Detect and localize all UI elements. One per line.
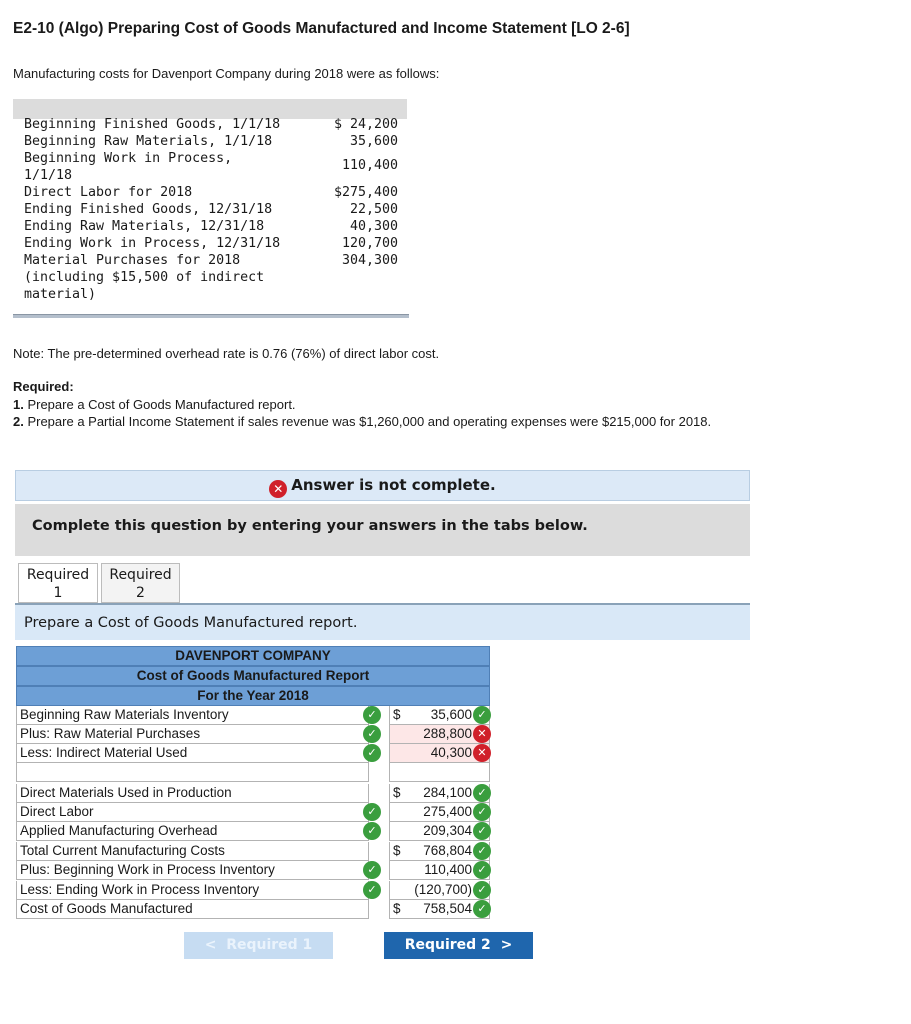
overhead-note: Note: The pre-determined overhead rate is 0.76 (76%) of direct labor cost.	[13, 346, 440, 361]
x-circle-icon: ✕	[473, 744, 491, 762]
data-item-value: 120,700	[341, 236, 398, 251]
required-item-1	[13, 396, 813, 413]
data-item-label: Beginning Raw Materials, 1/1/18	[24, 134, 273, 149]
data-item-label: Material Purchases for 2018 (including $15,500 of indirect material)	[24, 253, 265, 302]
row-label-text: Applied Manufacturing Overhead	[20, 823, 218, 838]
amount-value: 275,400	[423, 804, 472, 819]
amount-value: 284,100	[423, 785, 472, 800]
check-circle-icon: ✓	[363, 803, 381, 821]
check-circle-icon: ✓	[473, 861, 491, 879]
amount-value: 209,304	[423, 823, 472, 838]
report-title: Cost of Goods Manufactured Report	[16, 666, 490, 686]
check-circle-icon: ✓	[363, 744, 381, 762]
row-amount-input[interactable]	[389, 803, 490, 822]
amount-value: 768,804	[423, 843, 472, 858]
row-label-input[interactable]	[16, 822, 369, 841]
row-label-input[interactable]	[16, 706, 369, 725]
currency-symbol: $	[393, 901, 401, 916]
row-amount-input[interactable]	[389, 881, 490, 900]
report-row	[16, 861, 490, 880]
question-title: E2-10 (Algo) Preparing Cost of Goods Manufactured and Income Statement [LO 2-6]	[13, 20, 630, 37]
table-scrollbar[interactable]	[13, 314, 409, 318]
report-row	[16, 744, 490, 763]
data-item-value: 22,500	[349, 202, 398, 217]
answer-status-banner	[15, 470, 750, 501]
row-amount-input[interactable]	[389, 861, 490, 880]
amount-value: 40,300	[430, 745, 472, 760]
tab-label: Required	[26, 567, 90, 583]
row-amount-input[interactable]	[389, 784, 490, 803]
row-label-input[interactable]	[16, 861, 369, 880]
data-item-value: 304,300	[341, 253, 398, 268]
row-label-text: Direct Labor	[20, 804, 94, 819]
required-item-2	[13, 413, 813, 430]
tab-number: 2	[136, 585, 145, 601]
data-item-label: Ending Finished Goods, 12/31/18	[24, 202, 273, 217]
report-company: DAVENPORT COMPANY	[16, 646, 490, 666]
amount-value: (120,700)	[414, 882, 472, 897]
row-amount-input[interactable]	[389, 706, 490, 725]
data-item-value: $ 24,200	[333, 117, 398, 132]
report-row	[16, 822, 490, 841]
report-row	[16, 725, 490, 744]
row-label-text: Less: Indirect Material Used	[20, 745, 188, 760]
report-row	[16, 803, 490, 822]
chevron-left-icon: <	[204, 937, 217, 953]
required-item-number: 1.	[13, 397, 24, 412]
check-circle-icon: ✓	[473, 842, 491, 860]
status-text: Answer is not complete.	[291, 476, 496, 494]
x-circle-icon: ✕	[473, 725, 491, 743]
x-circle-icon: ✕	[269, 480, 287, 498]
check-circle-icon: ✓	[473, 822, 491, 840]
row-label-input[interactable]	[16, 803, 369, 822]
row-label-text: Direct Materials Used in Production	[20, 785, 232, 800]
row-label-text: Beginning Raw Materials Inventory	[20, 707, 229, 722]
check-circle-icon: ✓	[363, 706, 381, 724]
prev-button-label: Required 1	[226, 937, 313, 953]
data-item-label: Beginning Work in Process, 1/1/18	[24, 151, 233, 183]
amount-value: 288,800	[423, 726, 472, 741]
report-row	[16, 881, 490, 900]
report-row	[16, 706, 490, 725]
row-label-input[interactable]	[16, 725, 369, 744]
data-item-label: Ending Work in Process, 12/31/18	[24, 236, 281, 251]
amount-value: 35,600	[430, 707, 472, 722]
check-circle-icon: ✓	[363, 822, 381, 840]
data-item-label: Direct Labor for 2018	[24, 185, 193, 200]
intro-text: Manufacturing costs for Davenport Company during 2018 were as follows:	[13, 66, 440, 81]
check-circle-icon: ✓	[473, 900, 491, 918]
check-circle-icon: ✓	[473, 784, 491, 802]
row-label-text: Cost of Goods Manufactured	[20, 901, 193, 916]
data-item-value: 35,600	[349, 134, 398, 149]
check-circle-icon: ✓	[473, 881, 491, 899]
next-button[interactable]	[384, 932, 533, 959]
required-item-text: Prepare a Partial Income Statement if sales revenue was $1,260,000 and operating expenses were $215,000 for 2018.	[23, 414, 712, 429]
data-item-value: 110,400	[341, 158, 398, 173]
tab-required-2[interactable]	[101, 563, 180, 603]
report-row	[16, 900, 490, 919]
data-item-label: Beginning Finished Goods, 1/1/18	[24, 117, 281, 132]
tab-required-1[interactable]	[18, 563, 98, 603]
instruction-bar: Complete this question by entering your answers in the tabs below.	[15, 504, 750, 556]
check-circle-icon: ✓	[473, 803, 491, 821]
row-label-text: Total Current Manufacturing Costs	[20, 843, 225, 858]
required-heading: Required:	[13, 379, 74, 394]
chevron-right-icon: >	[500, 937, 513, 953]
row-label-input[interactable]	[16, 763, 369, 782]
row-amount-input[interactable]	[389, 725, 490, 744]
data-item-label: Ending Raw Materials, 12/31/18	[24, 219, 265, 234]
required-item-text: Prepare a Cost of Goods Manufactured report.	[23, 397, 296, 412]
row-label-input[interactable]	[16, 881, 369, 900]
cost-data-table	[13, 99, 407, 321]
data-item-value: $275,400	[333, 185, 398, 200]
row-label-input[interactable]	[16, 900, 369, 919]
required-item-number: 2.	[13, 414, 24, 429]
row-label-input[interactable]	[16, 842, 369, 861]
report-row	[16, 784, 490, 803]
currency-symbol: $	[393, 843, 401, 858]
tab-prompt: Prepare a Cost of Goods Manufactured report.	[15, 605, 750, 640]
check-circle-icon: ✓	[363, 881, 381, 899]
row-amount-input[interactable]	[389, 822, 490, 841]
row-amount-input[interactable]	[389, 842, 490, 861]
amount-value: 110,400	[424, 862, 472, 877]
row-label-text: Less: Ending Work in Process Inventory	[20, 882, 260, 897]
row-amount-input[interactable]	[389, 900, 490, 919]
amount-value: 758,504	[423, 901, 472, 916]
check-circle-icon: ✓	[363, 725, 381, 743]
row-label-input[interactable]	[16, 744, 369, 763]
data-item-value: 40,300	[349, 219, 398, 234]
check-circle-icon: ✓	[473, 706, 491, 724]
next-button-label: Required 2	[404, 937, 491, 953]
report-row	[16, 763, 490, 782]
report-period: For the Year 2018	[16, 686, 490, 706]
check-circle-icon: ✓	[363, 861, 381, 879]
currency-symbol: $	[393, 707, 401, 722]
tab-number: 1	[53, 585, 63, 601]
row-label-text: Plus: Beginning Work in Process Inventory	[20, 862, 275, 877]
row-label-text: Plus: Raw Material Purchases	[20, 726, 201, 741]
prev-button[interactable]	[184, 932, 333, 959]
report-row	[16, 842, 490, 861]
row-label-input[interactable]	[16, 784, 369, 803]
tab-label: Required	[109, 567, 172, 583]
row-amount-input[interactable]	[389, 763, 490, 782]
row-amount-input[interactable]	[389, 744, 490, 763]
currency-symbol: $	[393, 785, 401, 800]
